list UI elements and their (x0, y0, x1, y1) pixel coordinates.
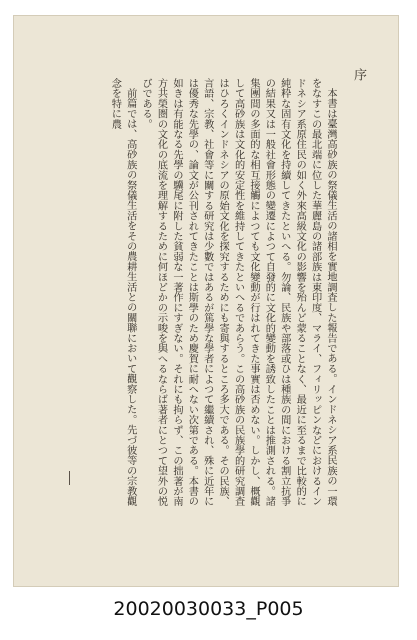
paragraph-1: 本書は臺灣高砂族の祭儀生活の諸相を實地調査した報告である。インドネシア系民族の一環をなすこの最北端に位した華麗島の諸部族は東印度、マライ、フィリッピンなどにおけるインドネシア系原住民の如く外來高級文化の影響を殆んど蒙ることなく、最近に至るまで比較的に純粋な固有文化を持續してきたといへる。勿論、民族や部落或ひは種族の間における割立抗爭の結果又は一般社會形態の變遷によつて自發的に文化的變動を誘致したことは推測される。諸集團間の多面的な相互接觸によつても文化變動が行はれてきた事實は否めない。しかし、概觀して高砂族は文化的安定性を維持してきたといへるであらう。この高砂族の民族學的研究調査はひろくインドネシアの原始文化を探究するためにも寄與するところ多大である。その民族、言語、宗教、社會等に關する研究は少數ではあるが篤學な學者によつて繼續され、殊に近年には優秀な先學の、論文が公刊されてきたことは斯學のため慶賀に耐へない次第である。本書の如きは有能なる先學の驥尾に附した貧弱な一著作にすぎない。それにも拘らず、この拙著が南方共榮圏の文化の底流を理解するために何ほどかの示唆を與へるならば著者にとつて望外の悦びである。 (140, 78, 336, 507)
page-mark (69, 471, 70, 485)
paragraph-2: 前篇では、高砂族の祭儀生活をその農耕生活との關聯において觀察した。先づ彼等の宗教觀念を特に農 (109, 78, 136, 507)
archive-id-caption: 20020030033_P005 (113, 598, 304, 620)
preface-heading: 序 (351, 68, 366, 83)
document-page (14, 16, 398, 586)
preface-body (68, 78, 338, 513)
